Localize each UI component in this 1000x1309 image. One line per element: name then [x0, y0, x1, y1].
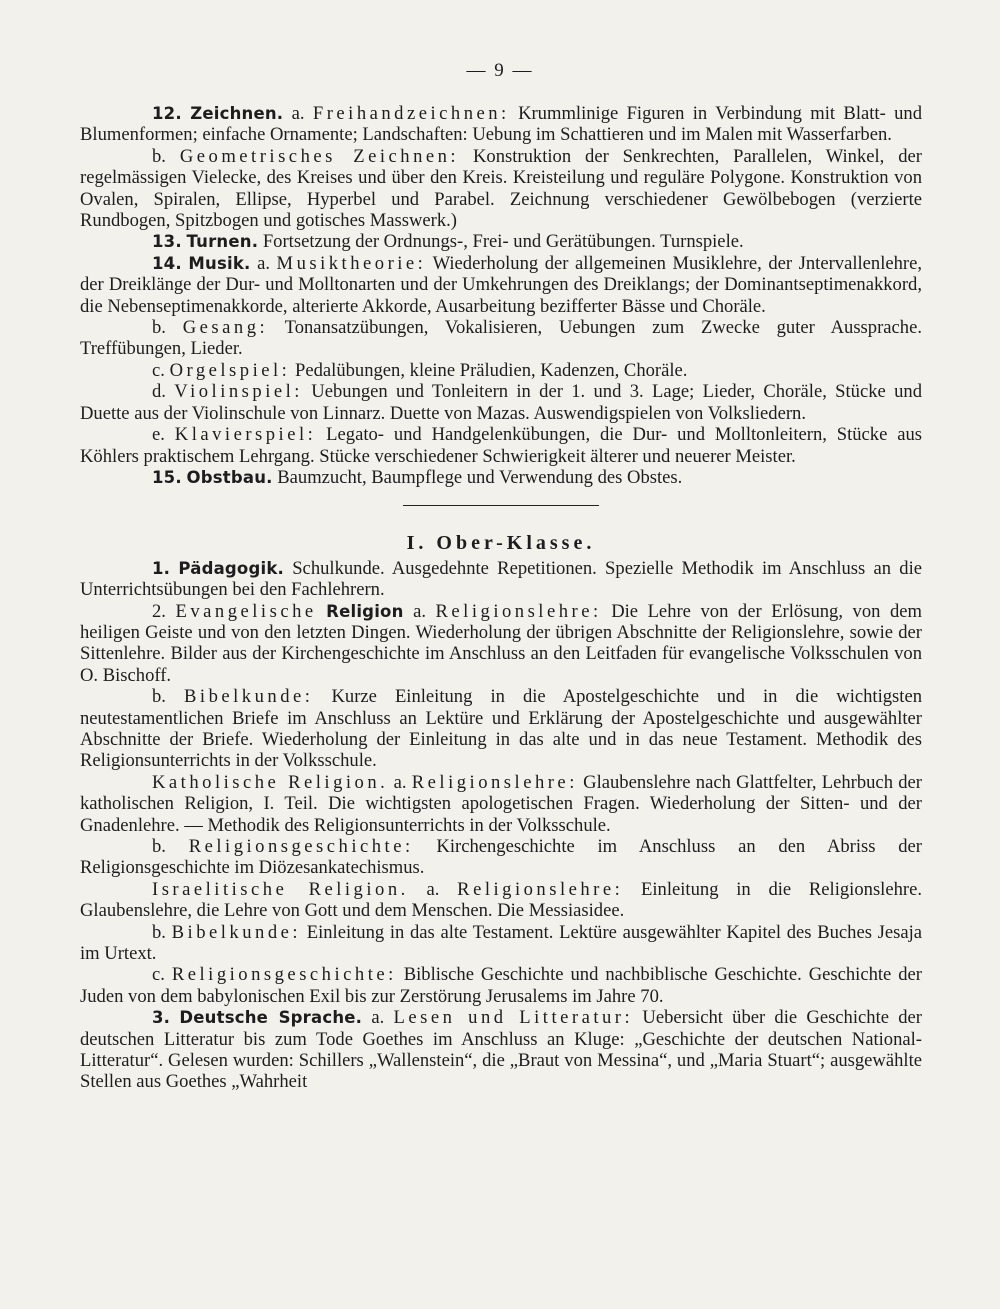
section-3-deutsche-sprache-a — [80, 1007, 922, 1093]
section-heading: Religion — [326, 601, 404, 621]
item-term: Religionsgeschichte: — [188, 836, 414, 857]
item-mark: b. — [152, 836, 166, 857]
item-term: Bibelkunde: — [184, 686, 314, 708]
item-term: Religionsgeschichte: — [171, 964, 397, 986]
section-14-musik-a — [80, 253, 922, 317]
subsection-heading: Katholische Religion. — [152, 771, 389, 793]
item-mark: c. — [152, 964, 165, 986]
item-term: Orgelspiel: — [169, 359, 291, 381]
section-heading: Musik. — [188, 253, 251, 273]
section-number: 15. — [152, 467, 182, 487]
item-text: Einleitung in das alte Testament. Lektüre ausgewählter Kapitel des Buches Jesaja im Urtext. — [80, 921, 923, 965]
section-14-musik-b — [80, 317, 922, 360]
item-text: Legato- und Handgelenkübungen, die Dur- und Molltonleitern, Stücke aus Köhlers praktischem Lehrgang. Stücke verschiedener Schwierigkeit älterer und neuerer Meister. — [80, 424, 922, 467]
item-text: Schulkunde. Ausgedehnte Repetitionen. Spezielle Methodik im Anschluss an die Unterrichtsübungen bei den Fachlehrern. — [80, 557, 922, 601]
section-2-israelitisch-b — [80, 922, 922, 965]
item-term: Musiktheorie: — [276, 252, 427, 274]
item-text: Baumzucht, Baumpflege und Verwendung des Obstes. — [277, 466, 683, 488]
subsection-heading: Israelitische Religion. — [152, 878, 409, 900]
item-mark: c. — [152, 359, 165, 381]
item-text: Krummlinige Figuren in Verbindung mit Blatt- und Blumenformen; einfache Ornamente; Landschaften: Uebung im Schattieren und im Malen mit Wasserfarben. — [80, 103, 923, 146]
item-text: Uebersicht über die Geschichte der deutschen Litteratur bis zum Tode Goethes im Anschluss an Kluge: „Geschichte der deutschen National-Litteratur“. Gelesen wurden: Schillers „Wallenstein“, die „Braut von Messina“, und „Maria Stuart“; ausgewählte Stellen aus Goethes „Wahrheit — [80, 1007, 922, 1093]
section-number: 2. — [152, 600, 166, 622]
section-heading: Deutsche Sprache. — [179, 1008, 363, 1028]
item-term: Geometrisches Zeichnen: — [179, 145, 460, 167]
section-heading: Turnen. — [186, 232, 259, 252]
section-2-israelitisch-a — [80, 879, 922, 922]
section-2-israelitisch-c — [80, 964, 922, 1007]
section-12-zeichnen-a — [80, 103, 922, 146]
section-heading: Zeichnen. — [190, 104, 284, 123]
item-text: Konstruktion der Senkrechten, Parallelen, Winkel, der regelmässigen Vielecke, des Kreises und über den Kreis. Kreisteilung und reguläre Polygone. Konstruktion von Ovalen, Spiralen, Ellipse, Hyperbel und Parabel. Zeichnung verschiedener Gewölbebogen (verzierte Rundbogen, Spitzbogen und gotisches Masswerk.) — [80, 145, 922, 232]
class-title: I. Ober-Klasse. — [406, 532, 596, 555]
item-text: Einleitung in die Religionslehre. Glaubenslehre, die Lehre von Gott und dem Menschen. Die Messiasidee. — [80, 878, 922, 922]
section-1-paedagogik — [80, 558, 922, 601]
item-term: Gesang: — [182, 317, 269, 339]
section-2-katholisch-a — [80, 772, 922, 836]
section-2-religion-a — [80, 601, 922, 687]
item-mark: a. — [257, 252, 270, 274]
item-text: Fortsetzung der Ordnungs-, Frei- und Gerätübungen. Turnspiele. — [262, 231, 744, 253]
section-number: 13. — [152, 232, 182, 252]
section-divider — [403, 505, 599, 506]
section-number: 3. — [152, 1008, 171, 1028]
text-column — [80, 103, 922, 1093]
item-term: Lesen und Litteratur: — [393, 1007, 634, 1029]
section-14-musik-c — [80, 360, 922, 381]
section-heading: Obstbau. — [186, 467, 273, 487]
item-term: Freihandzeichnen: — [312, 103, 510, 124]
item-text: Glaubenslehre nach Glattfelter, Lehrbuch der katholischen Religion, I. Teil. Die wichtigsten apologetischen Fragen. Wiederholung der Sitten- und der Gnadenlehre. — Methodik des Religionsunterrichts in der Volksschule. — [80, 771, 922, 836]
item-term: Religionslehre: — [435, 600, 602, 622]
page-number: — 9 — — [466, 60, 534, 81]
item-mark: b. — [152, 317, 166, 339]
item-term: Bibelkunde: — [171, 921, 302, 943]
section-heading: Pädagogik. — [178, 558, 284, 578]
item-mark: a. — [393, 771, 407, 793]
item-mark: b. — [152, 686, 166, 708]
section-number: 1. — [152, 558, 171, 578]
section-heading-prefix: Evangelische — [175, 600, 317, 622]
item-mark: a. — [291, 103, 305, 124]
item-mark: d. — [152, 381, 166, 403]
section-number: 12. — [152, 104, 182, 123]
item-mark: a. — [413, 600, 426, 622]
item-text: Uebungen und Tonleitern in der 1. und 3. Lage; Lieder, Choräle, Stücke und Duette aus der Violinschule von Linnarz. Duette von Mazas. Auswendigspielen von Volksliedern. — [80, 381, 922, 424]
item-text: Biblische Geschichte und nachbiblische Geschichte. Geschichte der Juden von dem babylonischen Exil bis zur Zerstörung Jerusalems im Jahre 70. — [80, 964, 922, 1007]
section-14-musik-d — [80, 381, 922, 424]
item-text: Pedalübungen, kleine Präludien, Kadenzen, Choräle. — [295, 359, 688, 381]
item-text: Kurze Einleitung in die Apostelgeschichte und in die wichtigsten neutestamentlichen Briefe im Anschluss an Lektüre und Erklärung der Apostelgeschichte und ausgewählter Abschnitte der Briefe. Wiederholung der Einleitung in das alte und in das neue Testament. Methodik des Religionsunterrichts in der Volksschule. — [80, 686, 922, 772]
item-term: Religionslehre: — [411, 771, 578, 793]
item-term: Religionslehre: — [457, 878, 624, 900]
item-text: Die Lehre von der Erlösung, von dem heiligen Geiste und von den letzten Dingen. Wiederholung der übrigen Abschnitte der Religionslehre, sowie der Sittenlehre. Bilder aus der Kirchengeschichte im Anschluss an den Leitfaden für evangelische Volksschulen von O. Bischoff. — [80, 600, 922, 686]
item-mark: e. — [152, 424, 165, 446]
section-2-religion-b — [80, 686, 922, 772]
section-12-zeichnen-b — [80, 146, 922, 232]
section-14-musik-e — [80, 424, 922, 467]
item-mark: a. — [371, 1007, 385, 1029]
item-term: Violinspiel: — [174, 381, 303, 403]
item-text: Wiederholung der allgemeinen Musiklehre, der Jntervallenlehre, der Dreiklänge der Dur- und Molltonarten und der Umkehrungen des Dreiklangs; der Dominantseptimenakkord, die Nebenseptimenakkorde, alterierte Akkorde, Ausarbeitung bezifferter Bässe und Choräle. — [80, 252, 923, 317]
item-mark: b. — [152, 145, 166, 167]
section-2-katholisch-b — [80, 836, 922, 879]
item-term: Klavierspiel: — [174, 424, 317, 446]
item-text: Tonansatzübungen, Vokalisieren, Uebungen zum Zwecke guter Aussprache. Treffübungen, Lieder. — [80, 317, 922, 360]
item-mark: a. — [426, 878, 440, 900]
section-13-turnen — [80, 231, 922, 252]
item-text: Kirchengeschichte im Anschluss an den Abriss der Religionsgeschichte im Diözesankatechismus. — [80, 836, 922, 879]
section-number: 14. — [152, 253, 182, 273]
item-mark: b. — [152, 921, 166, 943]
section-15-obstbau — [80, 467, 922, 488]
